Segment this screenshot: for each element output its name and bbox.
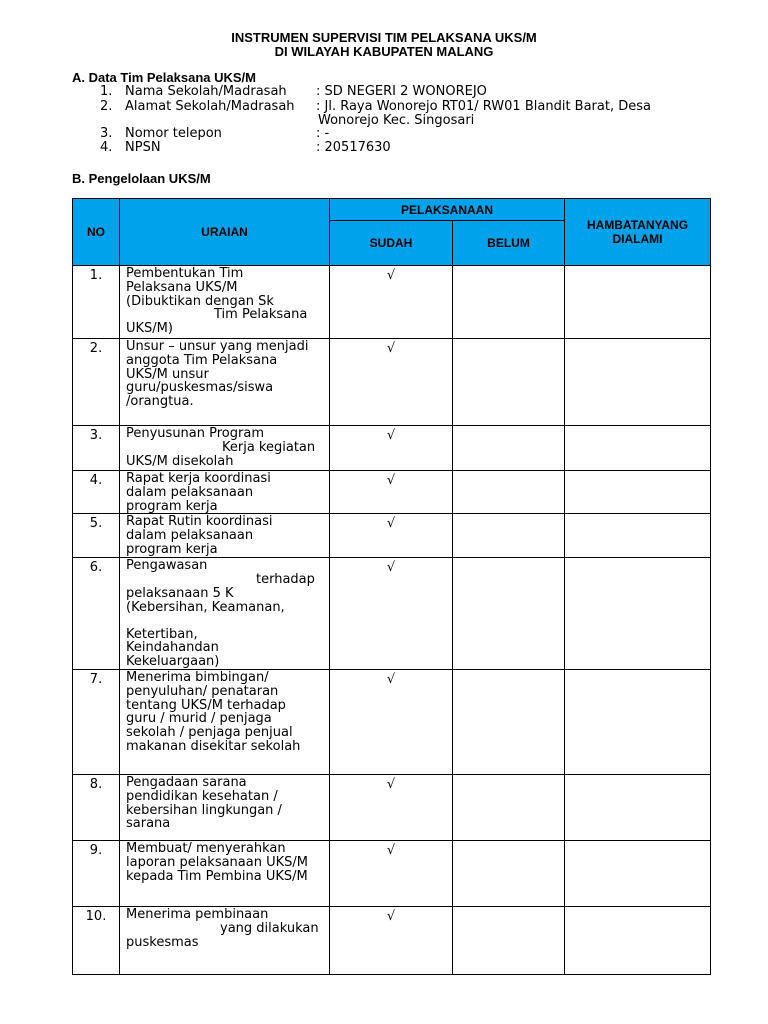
description-line: Unsur – unsur yang menjadi bbox=[126, 339, 309, 354]
row-number: 6. bbox=[73, 558, 120, 670]
belum-cell bbox=[453, 774, 565, 840]
description-line: Pembentukan Tim bbox=[126, 266, 244, 281]
description-line: Rapat kerja koordinasi bbox=[126, 471, 271, 486]
description-line: Pengawasan bbox=[126, 558, 208, 574]
belum-cell bbox=[453, 514, 565, 558]
sudah-check-mark: √ bbox=[330, 774, 453, 840]
header-no: NO bbox=[73, 199, 120, 266]
info-number: 2. bbox=[100, 99, 113, 114]
section-b-heading: B. Pengelolaan UKS/M bbox=[72, 171, 211, 186]
info-number: 1. bbox=[100, 84, 113, 99]
sudah-check-mark: √ bbox=[330, 514, 453, 558]
description-line: laporan pelaksanaan UKS/M bbox=[126, 854, 308, 870]
description-line: Tim Pelaksana bbox=[214, 307, 308, 323]
row-number: 2. bbox=[73, 339, 120, 426]
description-line: Membuat/ menyerahkan bbox=[126, 840, 286, 856]
description-line: pelaksanaan 5 K bbox=[126, 585, 234, 601]
document-title-line1: INSTRUMEN SUPERVISI TIM PELAKSANA UKS/M bbox=[231, 30, 537, 45]
table-row bbox=[73, 339, 711, 426]
description-line: makanan disekitar sekolah bbox=[126, 738, 301, 754]
description-line: terhadap bbox=[256, 572, 315, 588]
description-line: (Dibuktikan dengan Sk bbox=[126, 293, 274, 309]
sudah-check-mark: √ bbox=[330, 558, 453, 670]
row-description bbox=[120, 426, 330, 471]
row-number: 7. bbox=[73, 669, 120, 774]
description-line: UKS/M) bbox=[126, 321, 173, 337]
hambatan-cell bbox=[565, 906, 711, 974]
hambatan-cell bbox=[565, 774, 711, 840]
description-line: dalam pelaksanaan bbox=[126, 528, 254, 544]
hambatan-cell bbox=[565, 339, 711, 426]
table-row bbox=[73, 906, 711, 974]
description-line: kebersihan lingkungan / bbox=[126, 802, 282, 818]
header-hambatan bbox=[565, 199, 711, 266]
description-line: yang dilakukan bbox=[220, 920, 319, 936]
description-line: penyuluhan/ penataran bbox=[126, 683, 279, 699]
row-description bbox=[120, 774, 330, 840]
description-line: program kerja bbox=[126, 498, 218, 514]
description-line: anggota Tim Pelaksana bbox=[126, 352, 278, 368]
description-line: Rapat Rutin koordinasi bbox=[126, 514, 273, 530]
info-number: 4. bbox=[100, 140, 113, 155]
hambatan-cell bbox=[565, 266, 711, 339]
info-value: : SD NEGERI 2 WONOREJO bbox=[316, 84, 487, 99]
sudah-check-mark: √ bbox=[330, 840, 453, 906]
table-row bbox=[73, 558, 711, 670]
hambatan-cell bbox=[565, 558, 711, 670]
info-label: Nama Sekolah/Madrasah bbox=[125, 84, 287, 99]
header-pelaksanaan: PELAKSANAAN bbox=[330, 199, 565, 221]
sudah-check-mark: √ bbox=[330, 426, 453, 471]
sudah-check-mark: √ bbox=[330, 266, 453, 339]
description-line: program kerja bbox=[126, 541, 218, 557]
header-belum: BELUM bbox=[453, 221, 565, 266]
hambatan-cell bbox=[565, 426, 711, 471]
supervision-table bbox=[72, 198, 711, 975]
table-row bbox=[73, 840, 711, 906]
info-label: Alamat Sekolah/Madrasah bbox=[125, 99, 295, 114]
table-row bbox=[73, 426, 711, 471]
description-line: tentang UKS/M terhadap bbox=[126, 697, 286, 713]
belum-cell bbox=[453, 339, 565, 426]
sudah-check-mark: √ bbox=[330, 471, 453, 514]
belum-cell bbox=[453, 840, 565, 906]
row-number: 5. bbox=[73, 514, 120, 558]
hambatan-cell bbox=[565, 471, 711, 514]
row-number: 10. bbox=[73, 906, 120, 974]
description-line: guru / murid / penjaga bbox=[126, 711, 272, 727]
description-line: Ketertiban, bbox=[126, 626, 198, 642]
row-number: 3. bbox=[73, 426, 120, 471]
description-line: Menerima bimbingan/ bbox=[126, 669, 269, 685]
row-number: 8. bbox=[73, 774, 120, 840]
table-row bbox=[73, 471, 711, 514]
header-uraian: URAIAN bbox=[120, 199, 330, 266]
header-hambatan-line2: DIALAMI bbox=[612, 232, 663, 246]
info-value: : - bbox=[316, 126, 330, 141]
info-label: NPSN bbox=[125, 140, 161, 155]
belum-cell bbox=[453, 906, 565, 974]
row-description bbox=[120, 906, 330, 974]
header-sudah: SUDAH bbox=[330, 221, 453, 266]
description-line: UKS/M unsur bbox=[126, 366, 209, 382]
row-number: 1. bbox=[73, 266, 120, 339]
description-line: Pelaksana UKS/M bbox=[126, 279, 238, 295]
row-number: 4. bbox=[73, 471, 120, 514]
belum-cell bbox=[453, 266, 565, 339]
section-a-heading: A. Data Tim Pelaksana UKS/M bbox=[72, 70, 256, 85]
description-line: kepada Tim Pembina UKS/M bbox=[126, 868, 308, 884]
table-row bbox=[73, 514, 711, 558]
description-line: Penyusunan Program bbox=[126, 426, 264, 441]
sudah-check-mark: √ bbox=[330, 669, 453, 774]
description-line: dalam pelaksanaan bbox=[126, 484, 254, 500]
description-line: sekolah / penjaga penjual bbox=[126, 725, 293, 741]
description-line: Kerja kegiatan bbox=[222, 439, 316, 455]
description-line: sarana bbox=[126, 816, 171, 832]
document-title-line2: DI WILAYAH KABUPATEN MALANG bbox=[274, 44, 494, 59]
description-line: guru/puskesmas/siswa bbox=[126, 380, 274, 396]
info-number: 3. bbox=[100, 126, 113, 141]
description-line: Kekeluargaan) bbox=[126, 654, 220, 670]
description-line: UKS/M disekolah bbox=[126, 453, 234, 469]
row-description bbox=[120, 558, 330, 670]
info-value: : Jl. Raya Wonorejo RT01/ RW01 Blandit Barat, Desa bbox=[316, 99, 651, 114]
info-value: : 20517630 bbox=[316, 140, 391, 155]
table-row bbox=[73, 266, 711, 339]
hambatan-cell bbox=[565, 514, 711, 558]
description-line: pendidikan kesehatan / bbox=[126, 788, 278, 804]
belum-cell bbox=[453, 669, 565, 774]
row-description bbox=[120, 339, 330, 426]
sudah-check-mark: √ bbox=[330, 906, 453, 974]
row-description bbox=[120, 266, 330, 339]
header-hambatan-line1: HAMBATANYANG bbox=[586, 218, 689, 232]
row-description bbox=[120, 669, 330, 774]
belum-cell bbox=[453, 471, 565, 514]
row-description bbox=[120, 514, 330, 558]
table-row bbox=[73, 774, 711, 840]
sudah-check-mark: √ bbox=[330, 339, 453, 426]
row-description bbox=[120, 840, 330, 906]
table-row bbox=[73, 669, 711, 774]
description-line: Keindahandan bbox=[126, 640, 219, 656]
description-line: Pengadaan sarana bbox=[126, 774, 247, 790]
belum-cell bbox=[453, 426, 565, 471]
info-label: Nomor telepon bbox=[125, 126, 222, 141]
description-line: (Kebersihan, Keamanan, bbox=[126, 599, 285, 615]
belum-cell bbox=[453, 558, 565, 670]
row-description bbox=[120, 471, 330, 514]
info-value-continued: Wonorejo Kec. Singosari bbox=[318, 113, 475, 128]
row-number: 9. bbox=[73, 840, 120, 906]
description-line: /orangtua. bbox=[126, 394, 194, 410]
hambatan-cell bbox=[565, 840, 711, 906]
description-line: puskesmas bbox=[126, 934, 199, 950]
description-line: Menerima pembinaan bbox=[126, 906, 269, 922]
hambatan-cell bbox=[565, 669, 711, 774]
